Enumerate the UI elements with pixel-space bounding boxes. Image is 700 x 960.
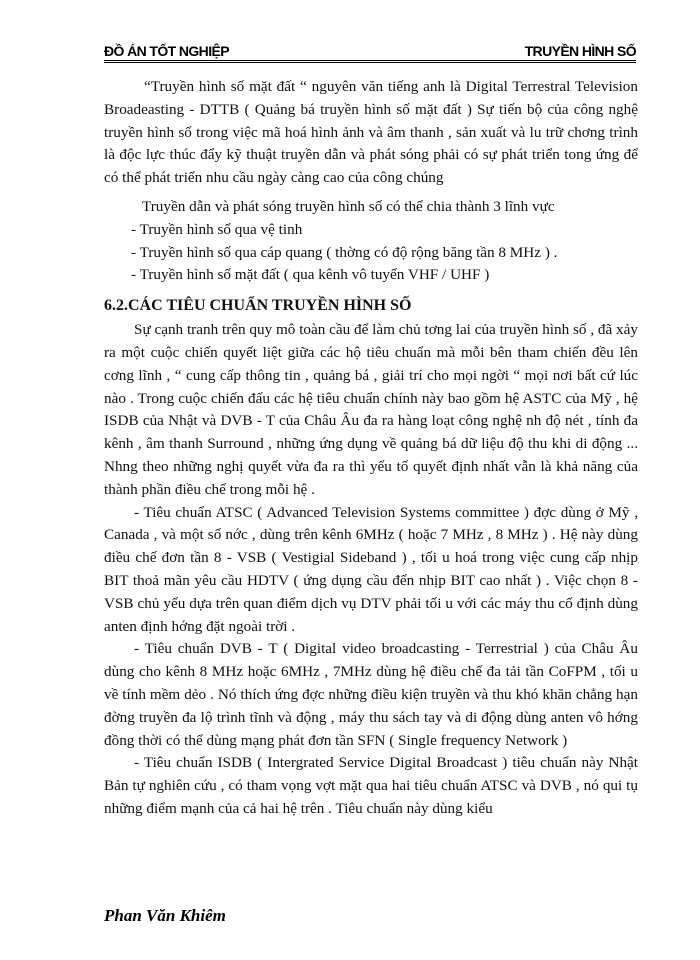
dvb-t-paragraph: - Tiêu chuẩn DVB - T ( Digital video broadcasting - Terrestrial ) của Châu Âu dùng cho kênh 8 MHz hoặc 6MHz , 7MHz dùng hệ điều chế đa tải tần CoFPM , tối u về tính mềm dẻo . Nó thích ứng đợc những điều kiện truyền và thu khó khăn chẳng hạn đờng truyền đa lộ trình tĩnh và động , máy thu sách tay và di động dùng anten vô hớng đồng thời có thể dùng mạng phát đơn tần SFN ( Single frequency Network ) <box>104 640 638 749</box>
header-right-title: TRUYỀN HÌNH SỐ <box>524 43 636 59</box>
isdb-paragraph: - Tiêu chuẩn ISDB ( Intergrated Service Digital Broadcast ) tiêu chuẩn này Nhật Bản tự nghiên cứu , có tham vọng vợt mặt qua hai tiêu chuẩn ATSC và DVB , nó qui tụ những điểm mạnh của cả hai hệ trên . Tiêu chuẩn này dùng kiểu <box>104 754 638 817</box>
atsc-paragraph: - Tiêu chuẩn ATSC ( Advanced Television Systems committee ) đợc dùng ở Mỹ , Canada , và một số nớc , dùng trên kênh 6MHz ( hoặc 7 MHz , 8 MHz ) . Hệ này dùng điều chế đơn tần 8 - VSB ( Vestigial Sideband ) , tối u hoá trong việc cung cấp nhịp BIT thoả mãn yêu cầu HDTV ( ứng dụng cầu đến nhịp BIT cao nhất ) . Việc chọn 8 - VSB chủ yếu dựa trên quan điểm dịch vụ DTV phải tối u với các máy thu cố định dùng anten định hớng đặt ngoài trời . <box>104 503 638 635</box>
header-rule <box>104 60 636 63</box>
intro-lead-line: Truyền dẫn và phát sóng truyền hình số có thể chia thành 3 lĩnh vực <box>142 197 555 215</box>
section-heading: 6.2.CÁC TIÊU CHUẨN TRUYỀN HÌNH SỐ <box>104 297 412 315</box>
intro-paragraph: “Truyền hình số mặt đất “ nguyên văn tiếng anh là Digital Terrestral Television Broadeasting - DTTB ( Quảng bá truyền hình số mặt đất ) Sự tiến bộ của công nghệ truyền hình số trong việc mã hoá hình ảnh và âm thanh , sản xuất và lu trữ chơng trình là độc lực thúc đẩy kỹ thuật truyền dẫn và phát sóng phải có sự phát triển tong ứng để có thể phát triển nhu cầu ngày càng cao của công chúng <box>104 78 638 187</box>
header-left-title: ĐỒ ÁN TỐT NGHIỆP <box>104 43 229 59</box>
section-paragraph: Sự cạnh tranh trên quy mô toàn cầu để làm chủ tơng lai của truyền hình số , đã xảy ra một cuộc chiến quyết liệt giữa các hộ tiêu chuẩn mà mỗi bên tham chiến đều lên cơng lĩnh , “ cung cấp thông tin , quảng bá , giải trí cho mọi ngời “ mọi nơi bất cứ lúc nào . Trong cuộc chiến đấu các hệ tiêu chuẩn chính này bao gồm hệ ASTC của Mỹ , hệ ISDB của Nhật và DVB - T của Châu Âu đa ra hàng loạt công nghệ nh độ nét , tính đa kênh , âm thanh Surround , những ứng dụng về quảng bá dữ liệu độ thu khi di động ... Nhng theo những nghị quyết vừa đa ra thì yếu tố quyết định nhất vẫn là khả năng của thành phần điều chế trong mỗi hệ . <box>104 321 638 498</box>
page-content <box>104 76 638 821</box>
bullet-item: - Truyền hình số mặt đất ( qua kênh vô tuyến VHF / UHF ) <box>131 266 490 284</box>
bullet-item: - Truyền hình số qua cáp quang ( thờng có độ rộng băng tần 8 MHz ) . <box>131 243 558 261</box>
bullet-item: - Truyền hình số qua vệ tinh <box>131 220 303 238</box>
footer-author: Phan Văn Khiêm <box>104 906 226 925</box>
page-header <box>104 43 636 65</box>
